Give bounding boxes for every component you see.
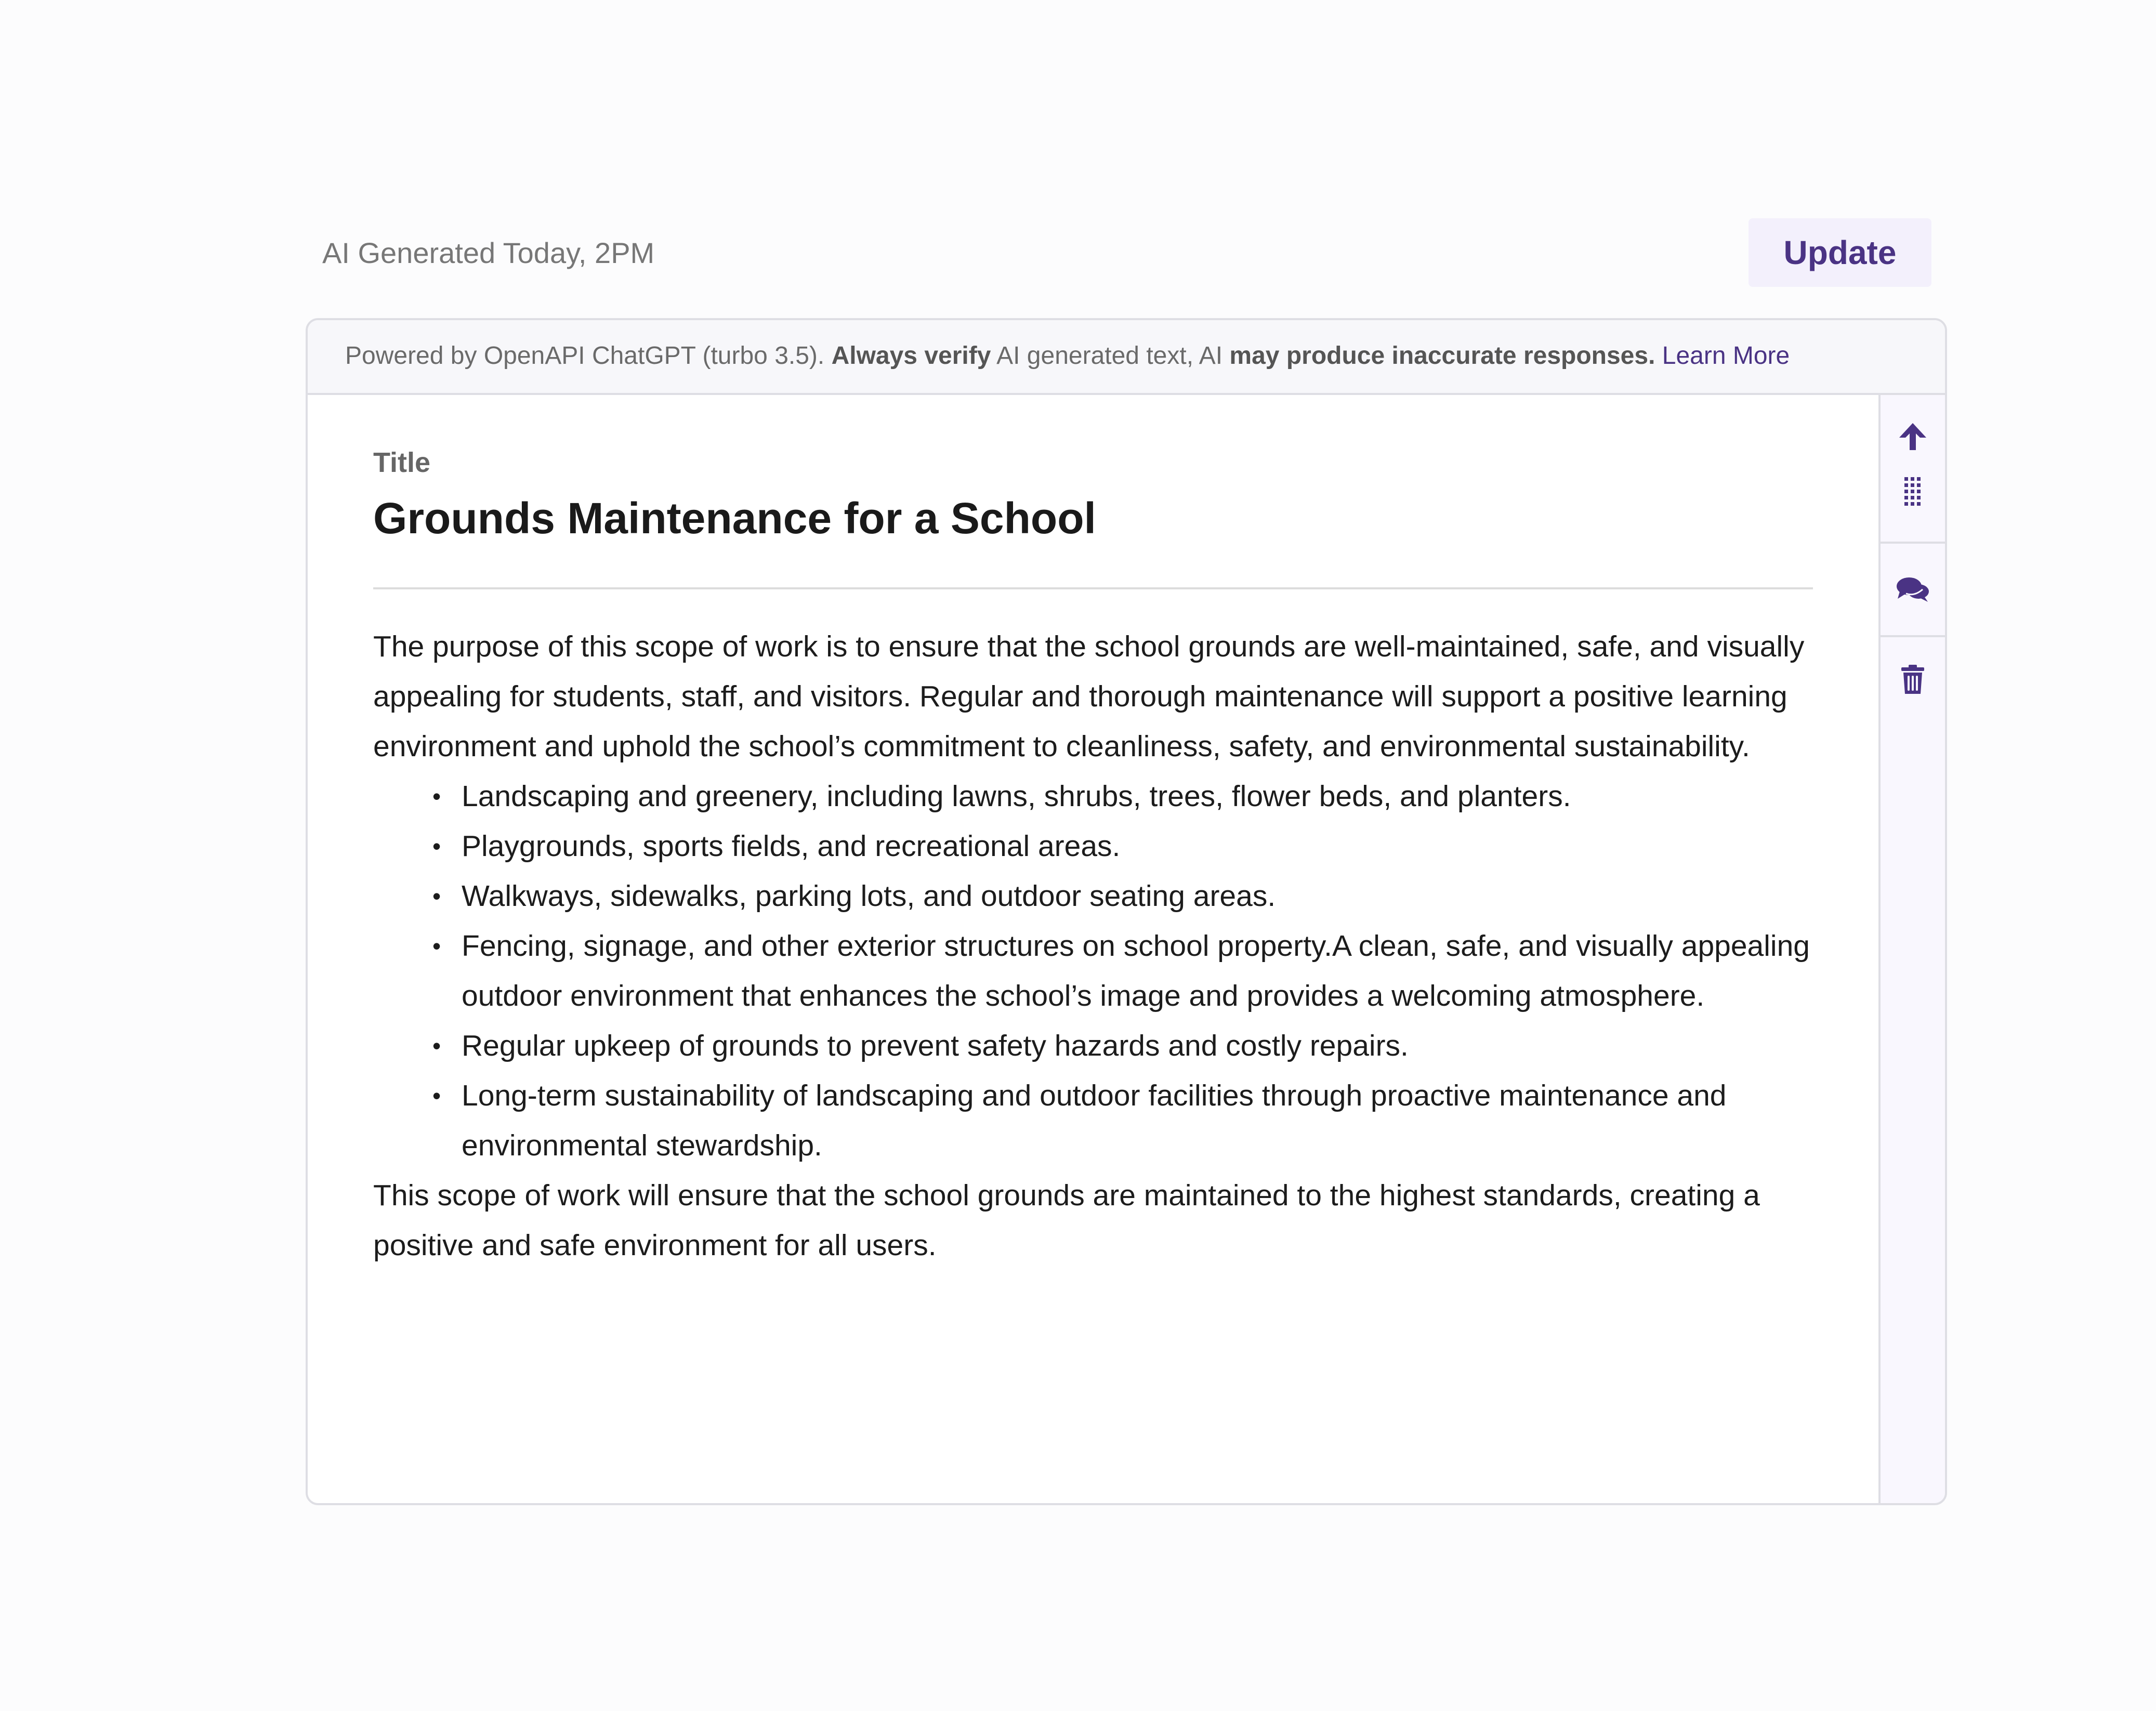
- document-content: [308, 395, 1878, 1503]
- title-label: Title: [373, 447, 431, 478]
- disclaimer-bold-inaccurate: may produce inaccurate responses.: [1229, 342, 1655, 370]
- document-title[interactable]: Grounds Maintenance for a School: [373, 493, 1096, 543]
- delete-group: [1881, 637, 1945, 726]
- update-button[interactable]: Update: [1749, 218, 1931, 287]
- scope-list: [373, 771, 1813, 1170]
- list-item: [432, 821, 1813, 871]
- intro-paragraph: The purpose of this scope of work is to ensure that the school grounds are well-maintained, safe, and visually appealing for students, staff, and visitors. Regular and thorough maintenance will support a positive learning environment and uphold the school’s commitment to cleanliness, safety, and environmental sustainability.: [373, 629, 1805, 763]
- section-actions-sidebar: [1878, 395, 1945, 1503]
- ai-content-card: [306, 318, 1947, 1505]
- list-item: [432, 871, 1813, 921]
- ai-disclaimer: [308, 320, 1945, 395]
- bullet-glyph: •: [432, 832, 441, 860]
- move-up-button[interactable]: [1892, 416, 1934, 457]
- list-item: [432, 771, 1813, 821]
- bullet-glyph: •: [432, 1032, 441, 1059]
- comments-icon: [1896, 576, 1930, 603]
- list-item-text: Playgrounds, sports fields, and recreational areas.: [462, 829, 1121, 863]
- generated-timestamp: AI Generated Today, 2PM: [322, 236, 655, 269]
- list-item-text: Fencing, signage, and other exterior structures on school property.A clean, safe, and visually appealing outdoor environment that enhances the school’s image and provides a welcoming atmosphere.: [462, 929, 1810, 1012]
- list-item-text: Walkways, sidewalks, parking lots, and outdoor seating areas.: [462, 879, 1276, 913]
- header-row: [307, 218, 1931, 288]
- title-divider: [373, 587, 1813, 589]
- comments-group: [1881, 544, 1945, 637]
- closing-paragraph: This scope of work will ensure that the school grounds are maintained to the highest standards, creating a positive and safe environment for all users.: [373, 1178, 1760, 1262]
- bullet-glyph: •: [432, 782, 441, 810]
- arrow-up-icon: [1897, 422, 1928, 451]
- drag-handle-icon: [1903, 476, 1922, 507]
- list-item-text: Regular upkeep of grounds to prevent safety hazards and costly repairs.: [462, 1029, 1409, 1062]
- bullet-glyph: •: [432, 1082, 441, 1109]
- comments-button[interactable]: [1892, 569, 1934, 610]
- disclaimer-prefix: Powered by OpenAPI ChatGPT (turbo 3.5).: [345, 342, 832, 370]
- disclaimer-middle: AI generated text, AI: [991, 342, 1230, 370]
- learn-more-link[interactable]: Learn More: [1662, 342, 1790, 370]
- disclaimer-bold-verify: Always verify: [831, 342, 991, 370]
- list-item-text: Long-term sustainability of landscaping and outdoor facilities through proactive maintenance and environmental stewardship.: [462, 1078, 1727, 1162]
- bullet-glyph: •: [432, 882, 441, 910]
- trash-icon: [1900, 665, 1925, 695]
- list-item: [432, 921, 1813, 1021]
- list-item: [432, 1021, 1813, 1071]
- drag-handle-button[interactable]: [1892, 471, 1934, 512]
- document-body[interactable]: [373, 622, 1813, 1270]
- list-item: [432, 1071, 1813, 1170]
- delete-button[interactable]: [1892, 659, 1934, 701]
- list-item-text: Landscaping and greenery, including lawns, shrubs, trees, flower beds, and planters.: [462, 779, 1571, 813]
- bullet-glyph: •: [432, 932, 441, 959]
- reorder-group: [1881, 395, 1945, 544]
